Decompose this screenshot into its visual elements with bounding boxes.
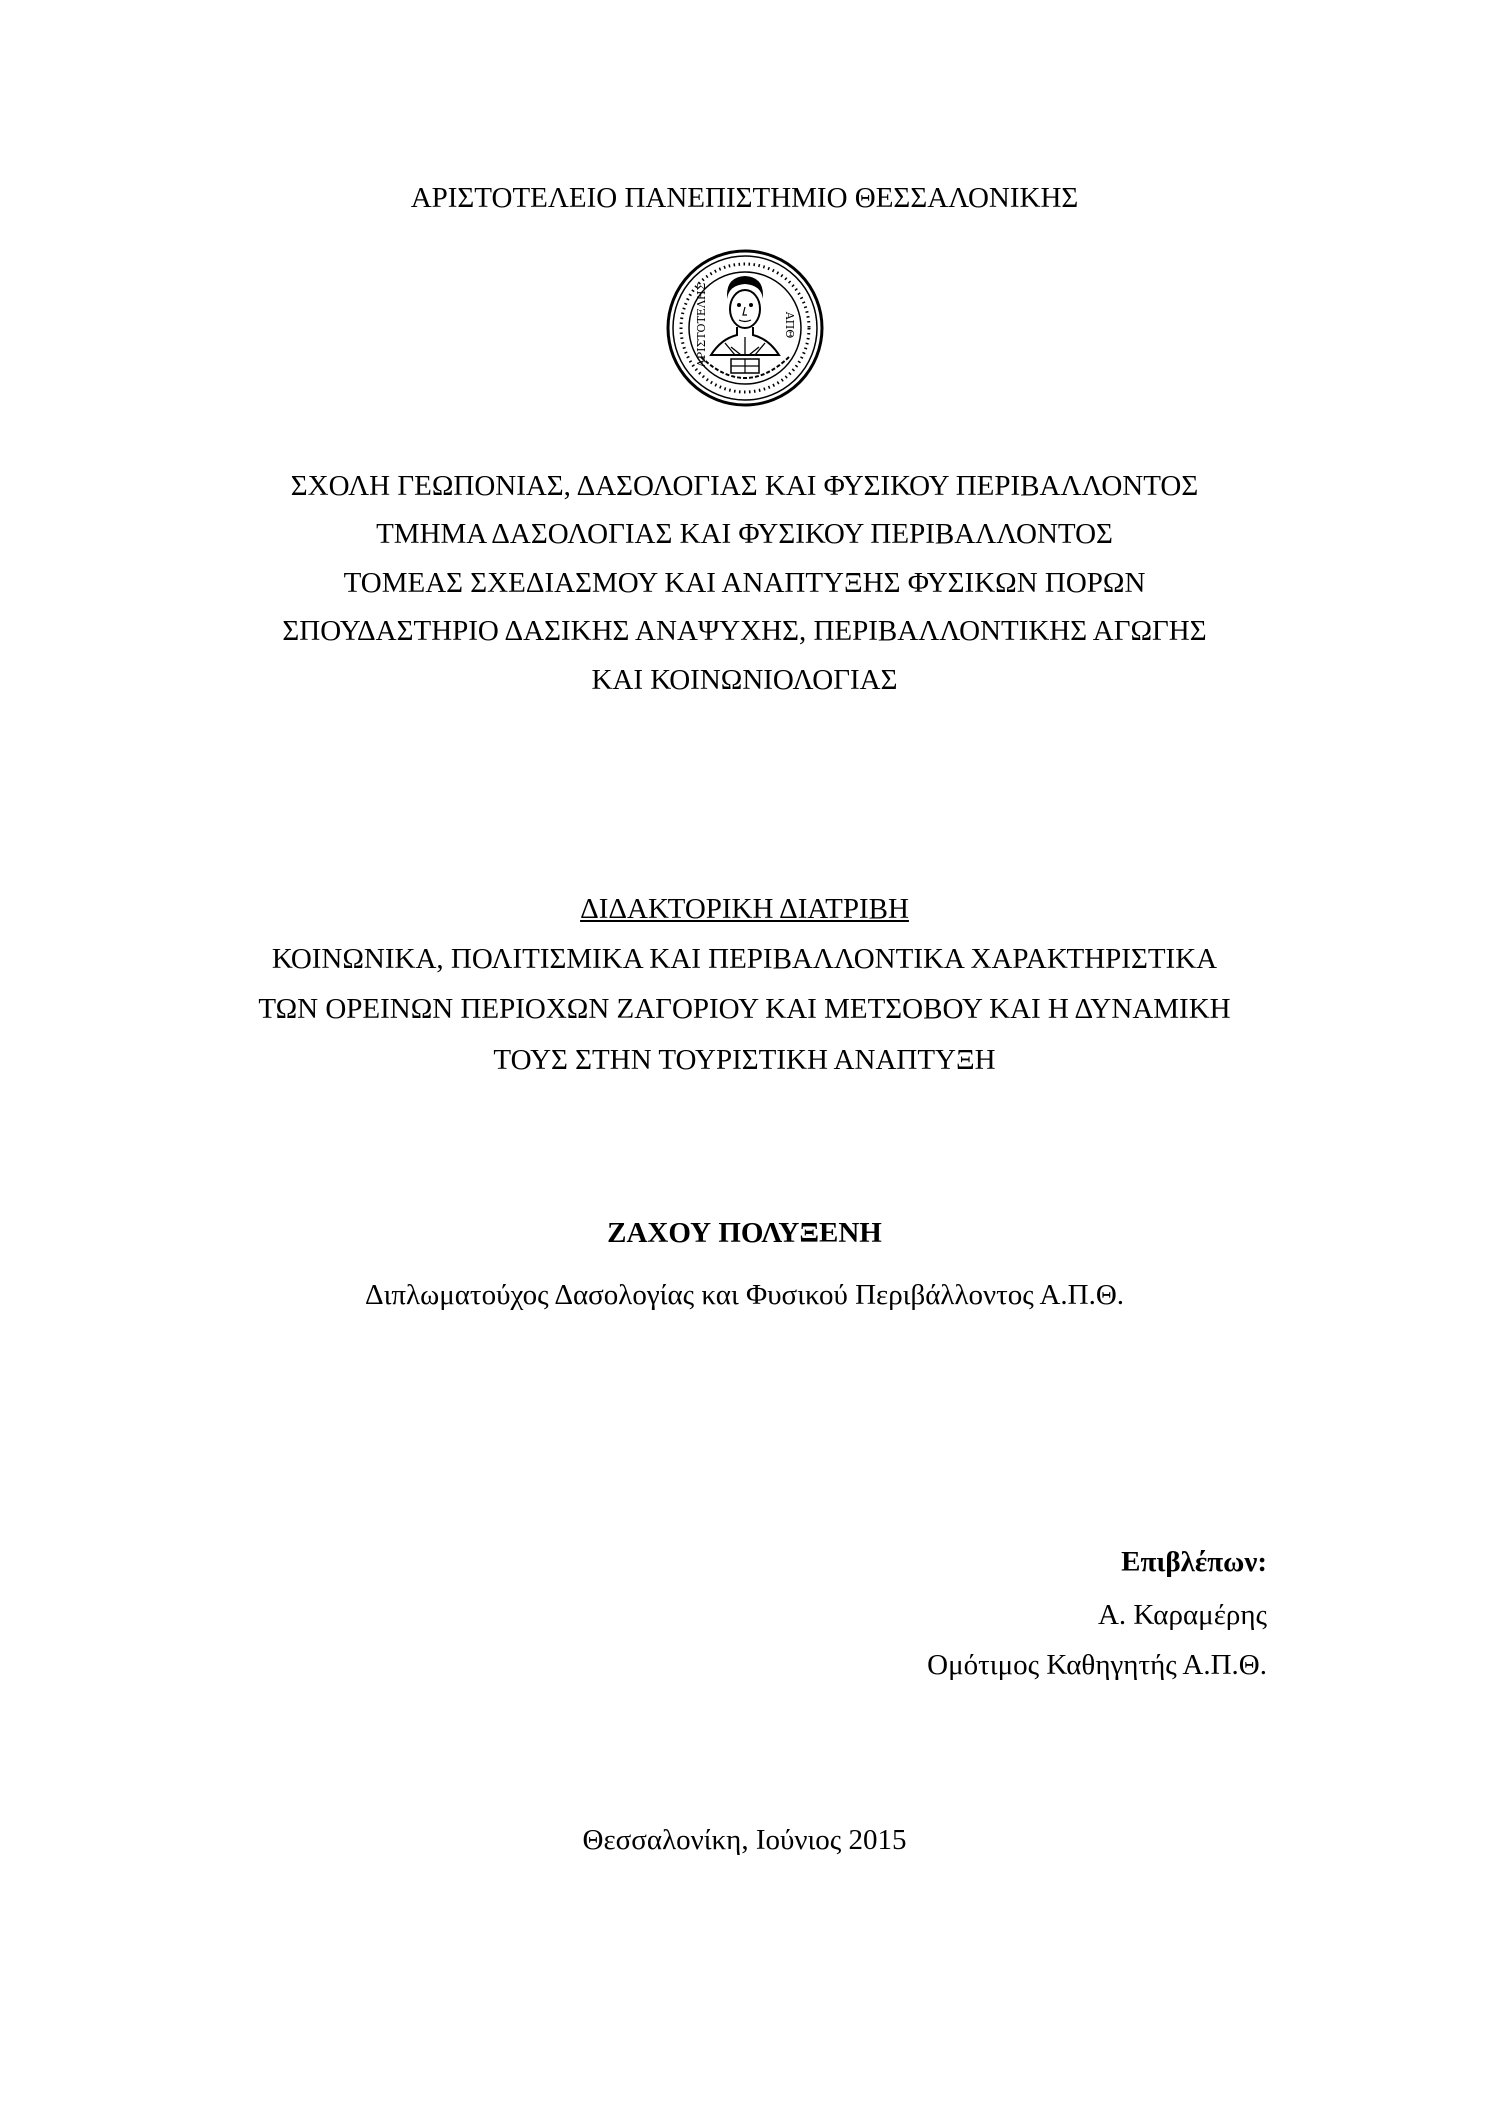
- university-seal-icon: [665, 247, 825, 410]
- thesis-title-line1: ΚΟΙΝΩΝΙΚΑ, ΠΟΛΙΤΙΣΜΙΚΑ ΚΑΙ ΠΕΡΙΒΑΛΛΟΝΤΙΚΑ ΧΑΡΑΚΤΗΡΙΣΤΙΚΑ: [271, 943, 1218, 975]
- author-degree: Διπλωματούχος Δασολογίας και Φυσικού Περιβάλλοντος Α.Π.Θ.: [364, 1279, 1125, 1311]
- seal-inscription-right: ΑΠΘ: [783, 311, 796, 339]
- lab-name-line1: ΣΠΟΥΔΑΣΤΗΡΙΟ ΔΑΣΙΚΗΣ ΑΝΑΨΥΧΗΣ, ΠΕΡΙΒΑΛΛΟΝΤΙΚΗΣ ΑΓΩΓΗΣ: [282, 615, 1207, 647]
- lab-name-line2: ΚΑΙ ΚΟΙΝΩΝΙΟΛΟΓΙΑΣ: [591, 664, 898, 696]
- university-name: ΑΡΙΣΤΟΤΕΛΕΙΟ ΠΑΝΕΠΙΣΤΗΜΙΟ ΘΕΣΣΑΛΟΝΙΚΗΣ: [410, 182, 1079, 214]
- sector-name: ΤΟΜΕΑΣ ΣΧΕΔΙΑΣΜΟΥ ΚΑΙ ΑΝΑΠΤΥΞΗΣ ΦΥΣΙΚΩΝ ΠΟΡΩΝ: [343, 567, 1146, 599]
- seal-inscription-left: ΑΡΙΣΤΟΤΕΛΗΣ: [695, 282, 708, 368]
- thesis-title-line3: ΤΟΥΣ ΣΤΗΝ ΤΟΥΡΙΣΤΙΚΗ ΑΝΑΠΤΥΞΗ: [493, 1044, 996, 1076]
- supervisor-label: Επιβλέπων:: [1121, 1546, 1267, 1578]
- department-name: ΤΜΗΜΑ ΔΑΣΟΛΟΓΙΑΣ ΚΑΙ ΦΥΣΙΚΟΥ ΠΕΡΙΒΑΛΛΟΝΤΟΣ: [376, 518, 1113, 550]
- place-date: Θεσσαλονίκη, Ιούνιος 2015: [582, 1824, 907, 1856]
- supervisor-title: Ομότιμος Καθηγητής Α.Π.Θ.: [927, 1649, 1267, 1681]
- thesis-type: ΔΙΔΑΚΤΟΡΙΚΗ ΔΙΑΤΡΙΒΗ: [580, 893, 909, 925]
- supervisor-name: Α. Καραμέρης: [1097, 1599, 1267, 1631]
- thesis-title-line2: ΤΩΝ ΟΡΕΙΝΩΝ ΠΕΡΙΟΧΩΝ ΖΑΓΟΡΙΟΥ ΚΑΙ ΜΕΤΣΟΒΟΥ ΚΑΙ Η ΔΥΝΑΜΙΚΗ: [258, 993, 1231, 1025]
- author-name: ΖΑΧΟΥ ΠΟΛΥΞΕΝΗ: [607, 1217, 882, 1249]
- school-name: ΣΧΟΛΗ ΓΕΩΠΟΝΙΑΣ, ΔΑΣΟΛΟΓΙΑΣ ΚΑΙ ΦΥΣΙΚΟΥ ΠΕΡΙΒΑΛΛΟΝΤΟΣ: [290, 470, 1199, 502]
